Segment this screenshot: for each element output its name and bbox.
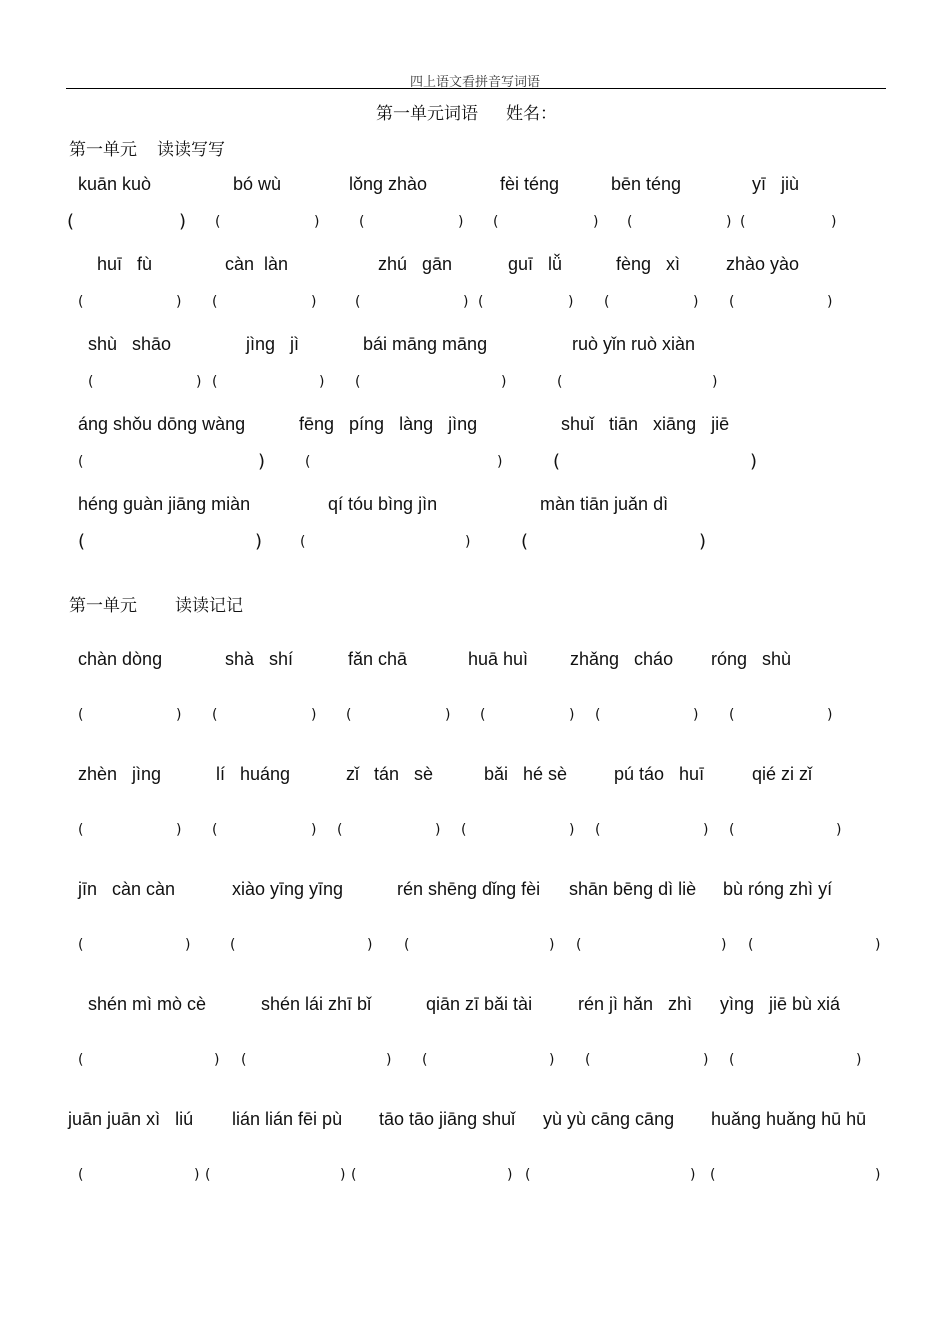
pinyin-word: jìng jì: [246, 334, 300, 354]
answer-box-open: (: [585, 1052, 591, 1068]
answer-box-close: ): [875, 1167, 881, 1183]
answer-box-open: (: [300, 534, 306, 550]
answer-box-close: ): [501, 374, 507, 390]
pinyin-word: shuǐ tiān xiāng jiē: [561, 414, 730, 434]
answer-box-open: (: [88, 374, 94, 390]
answer-box-open: (: [212, 822, 218, 838]
answer-box-close: ): [856, 1052, 862, 1068]
answer-box-open: (: [404, 937, 410, 953]
answer-box-open: (: [729, 707, 735, 723]
pinyin-word: fēng píng làng jìng: [299, 414, 478, 434]
pinyin-word: xiào yīng yīng: [232, 879, 344, 899]
answer-box-close: ): [311, 707, 317, 723]
answer-box-open: (: [595, 707, 601, 723]
answer-box-open: (: [729, 294, 735, 310]
answer-box-close: ): [319, 374, 325, 390]
pinyin-word: shān bēng dì liè: [569, 879, 697, 899]
pinyin-word: áng shǒu dōng wàng: [78, 414, 246, 434]
answer-box-close: ): [712, 374, 718, 390]
answer-box-open: (: [78, 707, 84, 723]
answer-box-close: ): [458, 214, 464, 230]
answer-box-open: (: [78, 531, 86, 552]
answer-box-close: ): [549, 937, 555, 953]
answer-box-close: ): [693, 294, 699, 310]
pinyin-word: bái māng māng: [363, 334, 488, 354]
doc-title: [376, 99, 557, 124]
answer-box-close: ): [693, 707, 699, 723]
answer-box-open: (: [461, 822, 467, 838]
pinyin-word: chàn dòng: [78, 649, 163, 669]
pinyin-word: zhǎng cháo: [570, 649, 674, 669]
pinyin-word: huī fù: [97, 254, 153, 274]
answer-box-open: (: [493, 214, 499, 230]
answer-box-close: ): [831, 214, 837, 230]
answer-box-open: (: [604, 294, 610, 310]
answer-box-open: (: [355, 294, 361, 310]
answer-box-open: (: [557, 374, 563, 390]
pinyin-word: shù shāo: [88, 334, 172, 354]
pinyin-word: zhú gān: [378, 254, 453, 274]
answer-box-close: ): [311, 822, 317, 838]
pinyin-word: huā huì: [468, 649, 529, 669]
answer-box-close: ): [258, 451, 266, 472]
answer-box-open: (: [553, 451, 561, 472]
pinyin-word: jīn càn càn: [78, 879, 176, 899]
pinyin-word: lí huáng: [216, 764, 291, 784]
answer-box-open: (: [212, 294, 218, 310]
pinyin-word: zǐ tán sè: [346, 764, 434, 784]
pinyin-word: màn tiān juǎn dì: [540, 494, 669, 514]
answer-box-close: ): [569, 707, 575, 723]
answer-box-close: ): [827, 294, 833, 310]
section1-subtitle: 读读写写: [157, 140, 225, 160]
pinyin-word: róng shù: [711, 649, 792, 669]
answer-box-open: (: [215, 214, 221, 230]
answer-box-close: ): [435, 822, 441, 838]
pinyin-word: qiān zī bǎi tài: [426, 994, 533, 1014]
answer-box-open: (: [337, 822, 343, 838]
answer-box-close: ): [750, 451, 758, 472]
pinyin-word: huǎng huǎng hū hū: [711, 1109, 867, 1129]
answer-box-open: (: [422, 1052, 428, 1068]
answer-box-open: (: [748, 937, 754, 953]
pinyin-word: ruò yǐn ruò xiàn: [572, 334, 696, 354]
answer-box-close: ): [593, 214, 599, 230]
answer-box-open: (: [359, 214, 365, 230]
answer-box-close: ): [875, 937, 881, 953]
pinyin-word: rén shēng dǐng fèi: [397, 879, 541, 899]
running-header: 四上语文看拼音写词语: [409, 75, 540, 90]
answer-box-close: ): [569, 822, 575, 838]
answer-box-close: ): [196, 374, 202, 390]
answer-box-close: ): [311, 294, 317, 310]
answer-box-open: (: [346, 707, 352, 723]
answer-box-close: ): [340, 1167, 346, 1183]
answer-box-open: (: [478, 294, 484, 310]
answer-box-open: (: [576, 937, 582, 953]
answer-box-close: ): [836, 822, 842, 838]
doc-title-text: 第一单元词语: [376, 104, 478, 124]
answer-box-close: ): [176, 822, 182, 838]
section2-heading: [69, 591, 243, 616]
answer-box-open: (: [480, 707, 486, 723]
answer-box-open: (: [627, 214, 633, 230]
answer-box-close: ): [314, 214, 320, 230]
answer-box-open: (: [78, 822, 84, 838]
pinyin-word: shà shí: [225, 649, 294, 669]
answer-box-close: ): [465, 534, 471, 550]
answer-box-close: ): [507, 1167, 513, 1183]
answer-box-close: ): [386, 1052, 392, 1068]
answer-box-close: ): [827, 707, 833, 723]
answer-box-close: ): [176, 707, 182, 723]
answer-box-open: (: [521, 531, 529, 552]
answer-box-open: (: [740, 214, 746, 230]
pinyin-word: fǎn chā: [348, 649, 408, 669]
pinyin-word: tāo tāo jiāng shuǐ: [379, 1109, 516, 1129]
pinyin-word: lǒng zhào: [349, 174, 428, 194]
answer-box-open: (: [729, 1052, 735, 1068]
pinyin-word: yī jiù: [752, 174, 800, 194]
answer-box-open: (: [351, 1167, 357, 1183]
pinyin-word: shén lái zhī bǐ: [261, 994, 372, 1014]
answer-box-open: (: [729, 822, 735, 838]
pinyin-word: zhào yào: [726, 254, 800, 274]
pinyin-word: bēn téng: [611, 174, 682, 194]
pinyin-word: bǎi hé sè: [484, 764, 568, 784]
pinyin-word: yù yù cāng cāng: [543, 1109, 675, 1129]
answer-box-open: (: [78, 937, 84, 953]
answer-box-open: (: [305, 454, 311, 470]
header-rule: [66, 88, 886, 89]
section1-unit: 第一单元: [69, 140, 137, 160]
answer-box-open: (: [525, 1167, 531, 1183]
name-label: 姓名：: [506, 104, 557, 124]
pinyin-word: bù róng zhì yí: [723, 879, 833, 899]
answer-box-close: ): [549, 1052, 555, 1068]
pinyin-word: qí tóu bìng jìn: [328, 494, 438, 514]
pinyin-word: càn làn: [225, 254, 289, 274]
answer-box-open: (: [355, 374, 361, 390]
pinyin-word: fèng xì: [616, 254, 681, 274]
answer-box-open: (: [212, 374, 218, 390]
pinyin-word: lián lián fēi pù: [232, 1109, 343, 1129]
answer-box-open: (: [595, 822, 601, 838]
answer-box-open: (: [241, 1052, 247, 1068]
answer-box-close: ): [194, 1167, 200, 1183]
answer-box-close: ): [726, 214, 732, 230]
answer-box-open: (: [230, 937, 236, 953]
answer-box-close: ): [445, 707, 451, 723]
pinyin-word: héng guàn jiāng miàn: [78, 494, 251, 514]
answer-box-open: (: [78, 294, 84, 310]
answer-box-close: ): [703, 1052, 709, 1068]
pinyin-word: shén mì mò cè: [88, 994, 207, 1014]
pinyin-word: zhèn jìng: [78, 764, 162, 784]
answer-box-close: ): [690, 1167, 696, 1183]
answer-box-close: ): [185, 937, 191, 953]
answer-box-open: (: [205, 1167, 211, 1183]
answer-box-open: (: [710, 1167, 716, 1183]
pinyin-word: yìng jiē bù xiá: [720, 994, 841, 1014]
answer-box-close: ): [497, 454, 503, 470]
answer-box-close: ): [367, 937, 373, 953]
answer-box-close: ): [179, 211, 187, 232]
answer-box-close: ): [463, 294, 469, 310]
section1-heading: [69, 135, 225, 160]
answer-box-open: (: [78, 1052, 84, 1068]
pinyin-word: rén jì hǎn zhì: [578, 994, 693, 1014]
answer-box-close: ): [255, 531, 263, 552]
pinyin-word: pú táo huī: [614, 764, 705, 784]
answer-box-open: (: [212, 707, 218, 723]
answer-box-close: ): [721, 937, 727, 953]
answer-box-close: ): [703, 822, 709, 838]
answer-box-open: (: [78, 1167, 84, 1183]
section2-subtitle: 读读记记: [175, 596, 243, 616]
answer-box-close: ): [176, 294, 182, 310]
pinyin-word: guī lǚ: [508, 254, 563, 274]
pinyin-word: qié zi zǐ: [752, 764, 813, 784]
pinyin-word: fèi téng: [500, 174, 560, 194]
answer-box-close: ): [568, 294, 574, 310]
answer-box-close: ): [699, 531, 707, 552]
pinyin-word: kuān kuò: [78, 174, 152, 194]
answer-box-open: (: [67, 211, 75, 232]
answer-box-close: ): [214, 1052, 220, 1068]
pinyin-word: bó wù: [233, 174, 282, 194]
section2-unit: 第一单元: [69, 596, 137, 616]
pinyin-word: juān juān xì liú: [68, 1109, 194, 1129]
answer-box-open: (: [78, 454, 84, 470]
